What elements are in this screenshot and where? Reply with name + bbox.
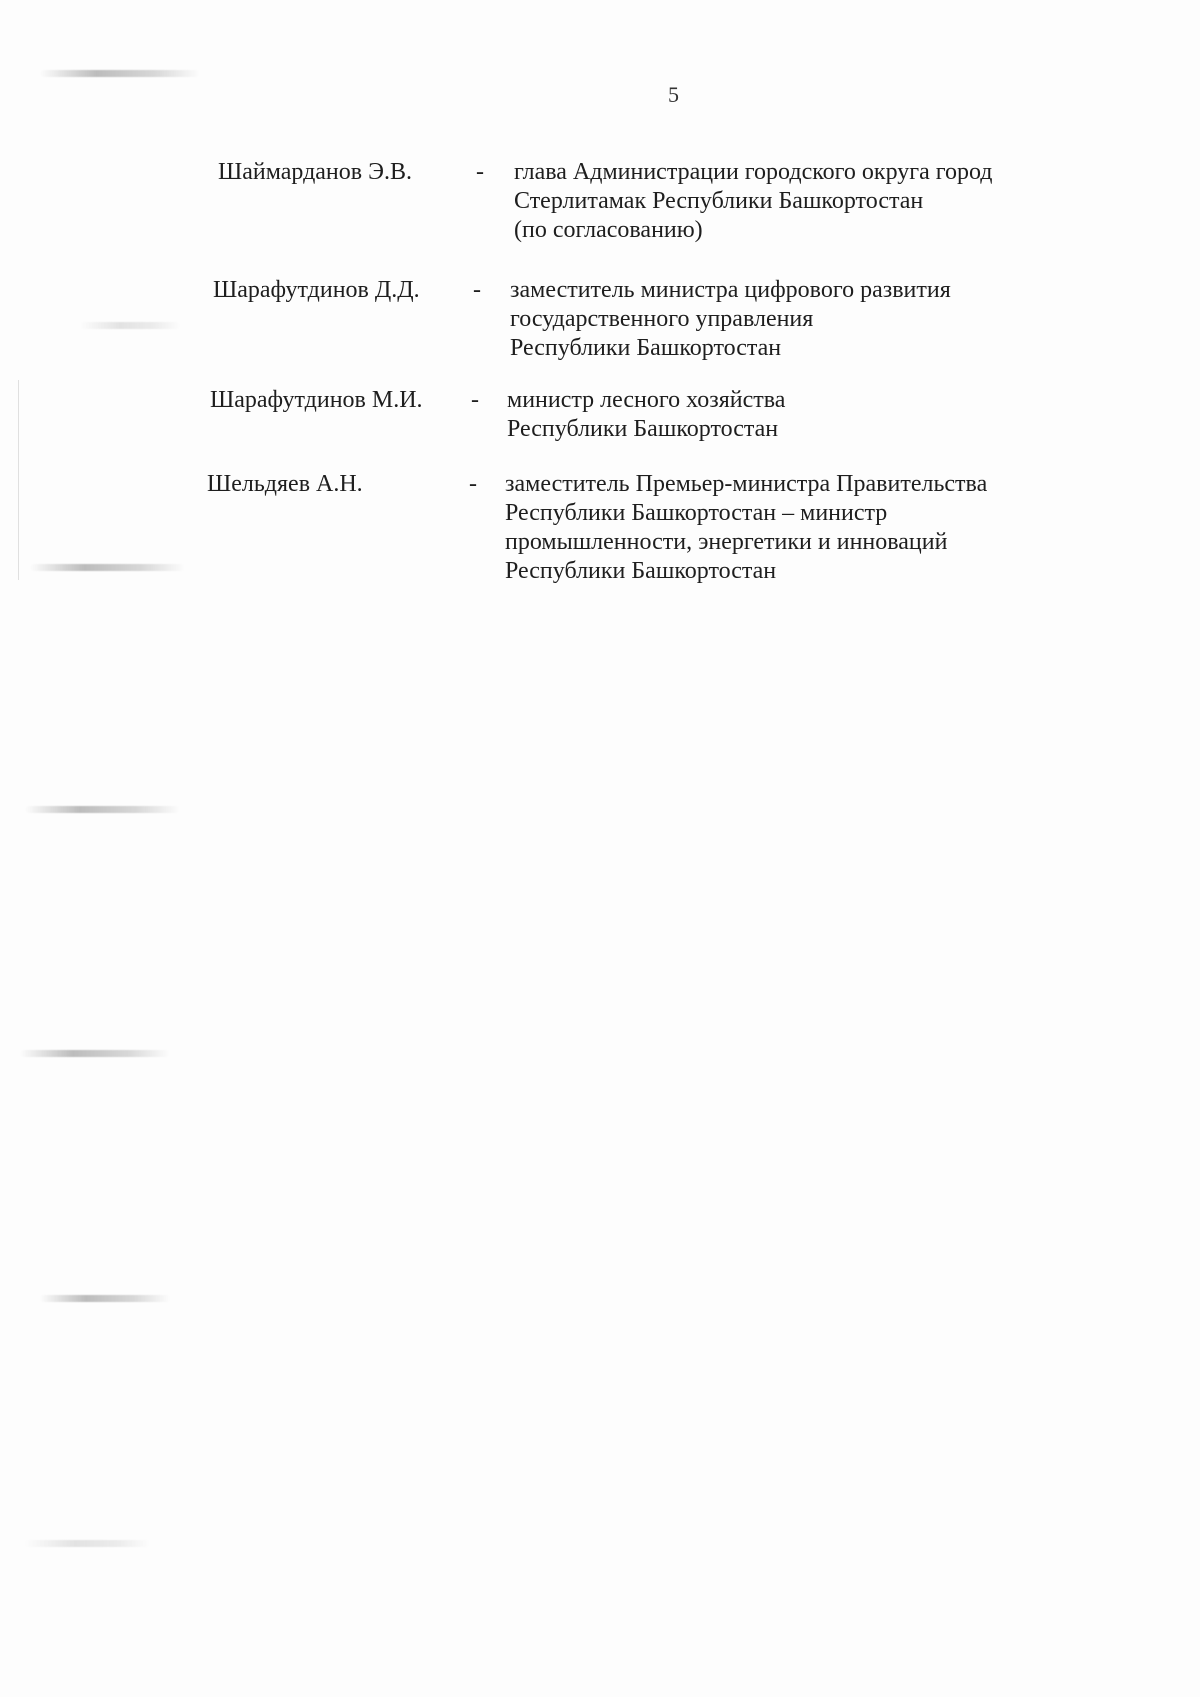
scan-smudge <box>40 1295 170 1302</box>
person-name: Шельдяев А.Н. <box>207 471 363 497</box>
separator-dash: - <box>471 387 479 413</box>
scan-smudge <box>25 806 180 813</box>
position-line: министр лесного хозяйства <box>507 387 786 413</box>
person-position <box>514 158 993 245</box>
separator-dash: - <box>469 471 477 497</box>
person-position <box>507 386 785 444</box>
position-line: Республики Башкортостан – министр <box>505 500 888 526</box>
person-position <box>505 470 987 586</box>
scan-smudge <box>20 1050 170 1057</box>
scan-smudge <box>25 1540 150 1547</box>
position-line: государственного управления <box>510 306 814 332</box>
scan-smudge <box>30 564 185 571</box>
position-line: глава Администрации городского округа город <box>514 159 993 185</box>
person-name: Шаймарданов Э.В. <box>218 159 412 185</box>
person-name: Шарафутдинов Д.Д. <box>213 277 420 303</box>
position-line: Республики Башкортостан <box>510 335 782 361</box>
position-line: Республики Башкортостан <box>507 416 779 442</box>
separator-dash: - <box>473 277 481 303</box>
position-line: Республики Башкортостан <box>505 558 777 584</box>
scan-smudge <box>80 322 180 329</box>
page-number: 5 <box>668 82 679 107</box>
scan-smudge <box>40 70 200 77</box>
position-line: (по согласованию) <box>514 217 703 243</box>
position-line: заместитель Премьер-министра Правительства <box>505 471 988 497</box>
position-line: Стерлитамак Республики Башкортостан <box>514 188 924 214</box>
person-name: Шарафутдинов М.И. <box>210 387 423 413</box>
person-position <box>510 276 951 363</box>
separator-dash: - <box>476 159 484 185</box>
margin-line <box>18 380 19 580</box>
position-line: промышленности, энергетики и инноваций <box>505 529 948 555</box>
position-line: заместитель министра цифрового развития <box>510 277 951 303</box>
